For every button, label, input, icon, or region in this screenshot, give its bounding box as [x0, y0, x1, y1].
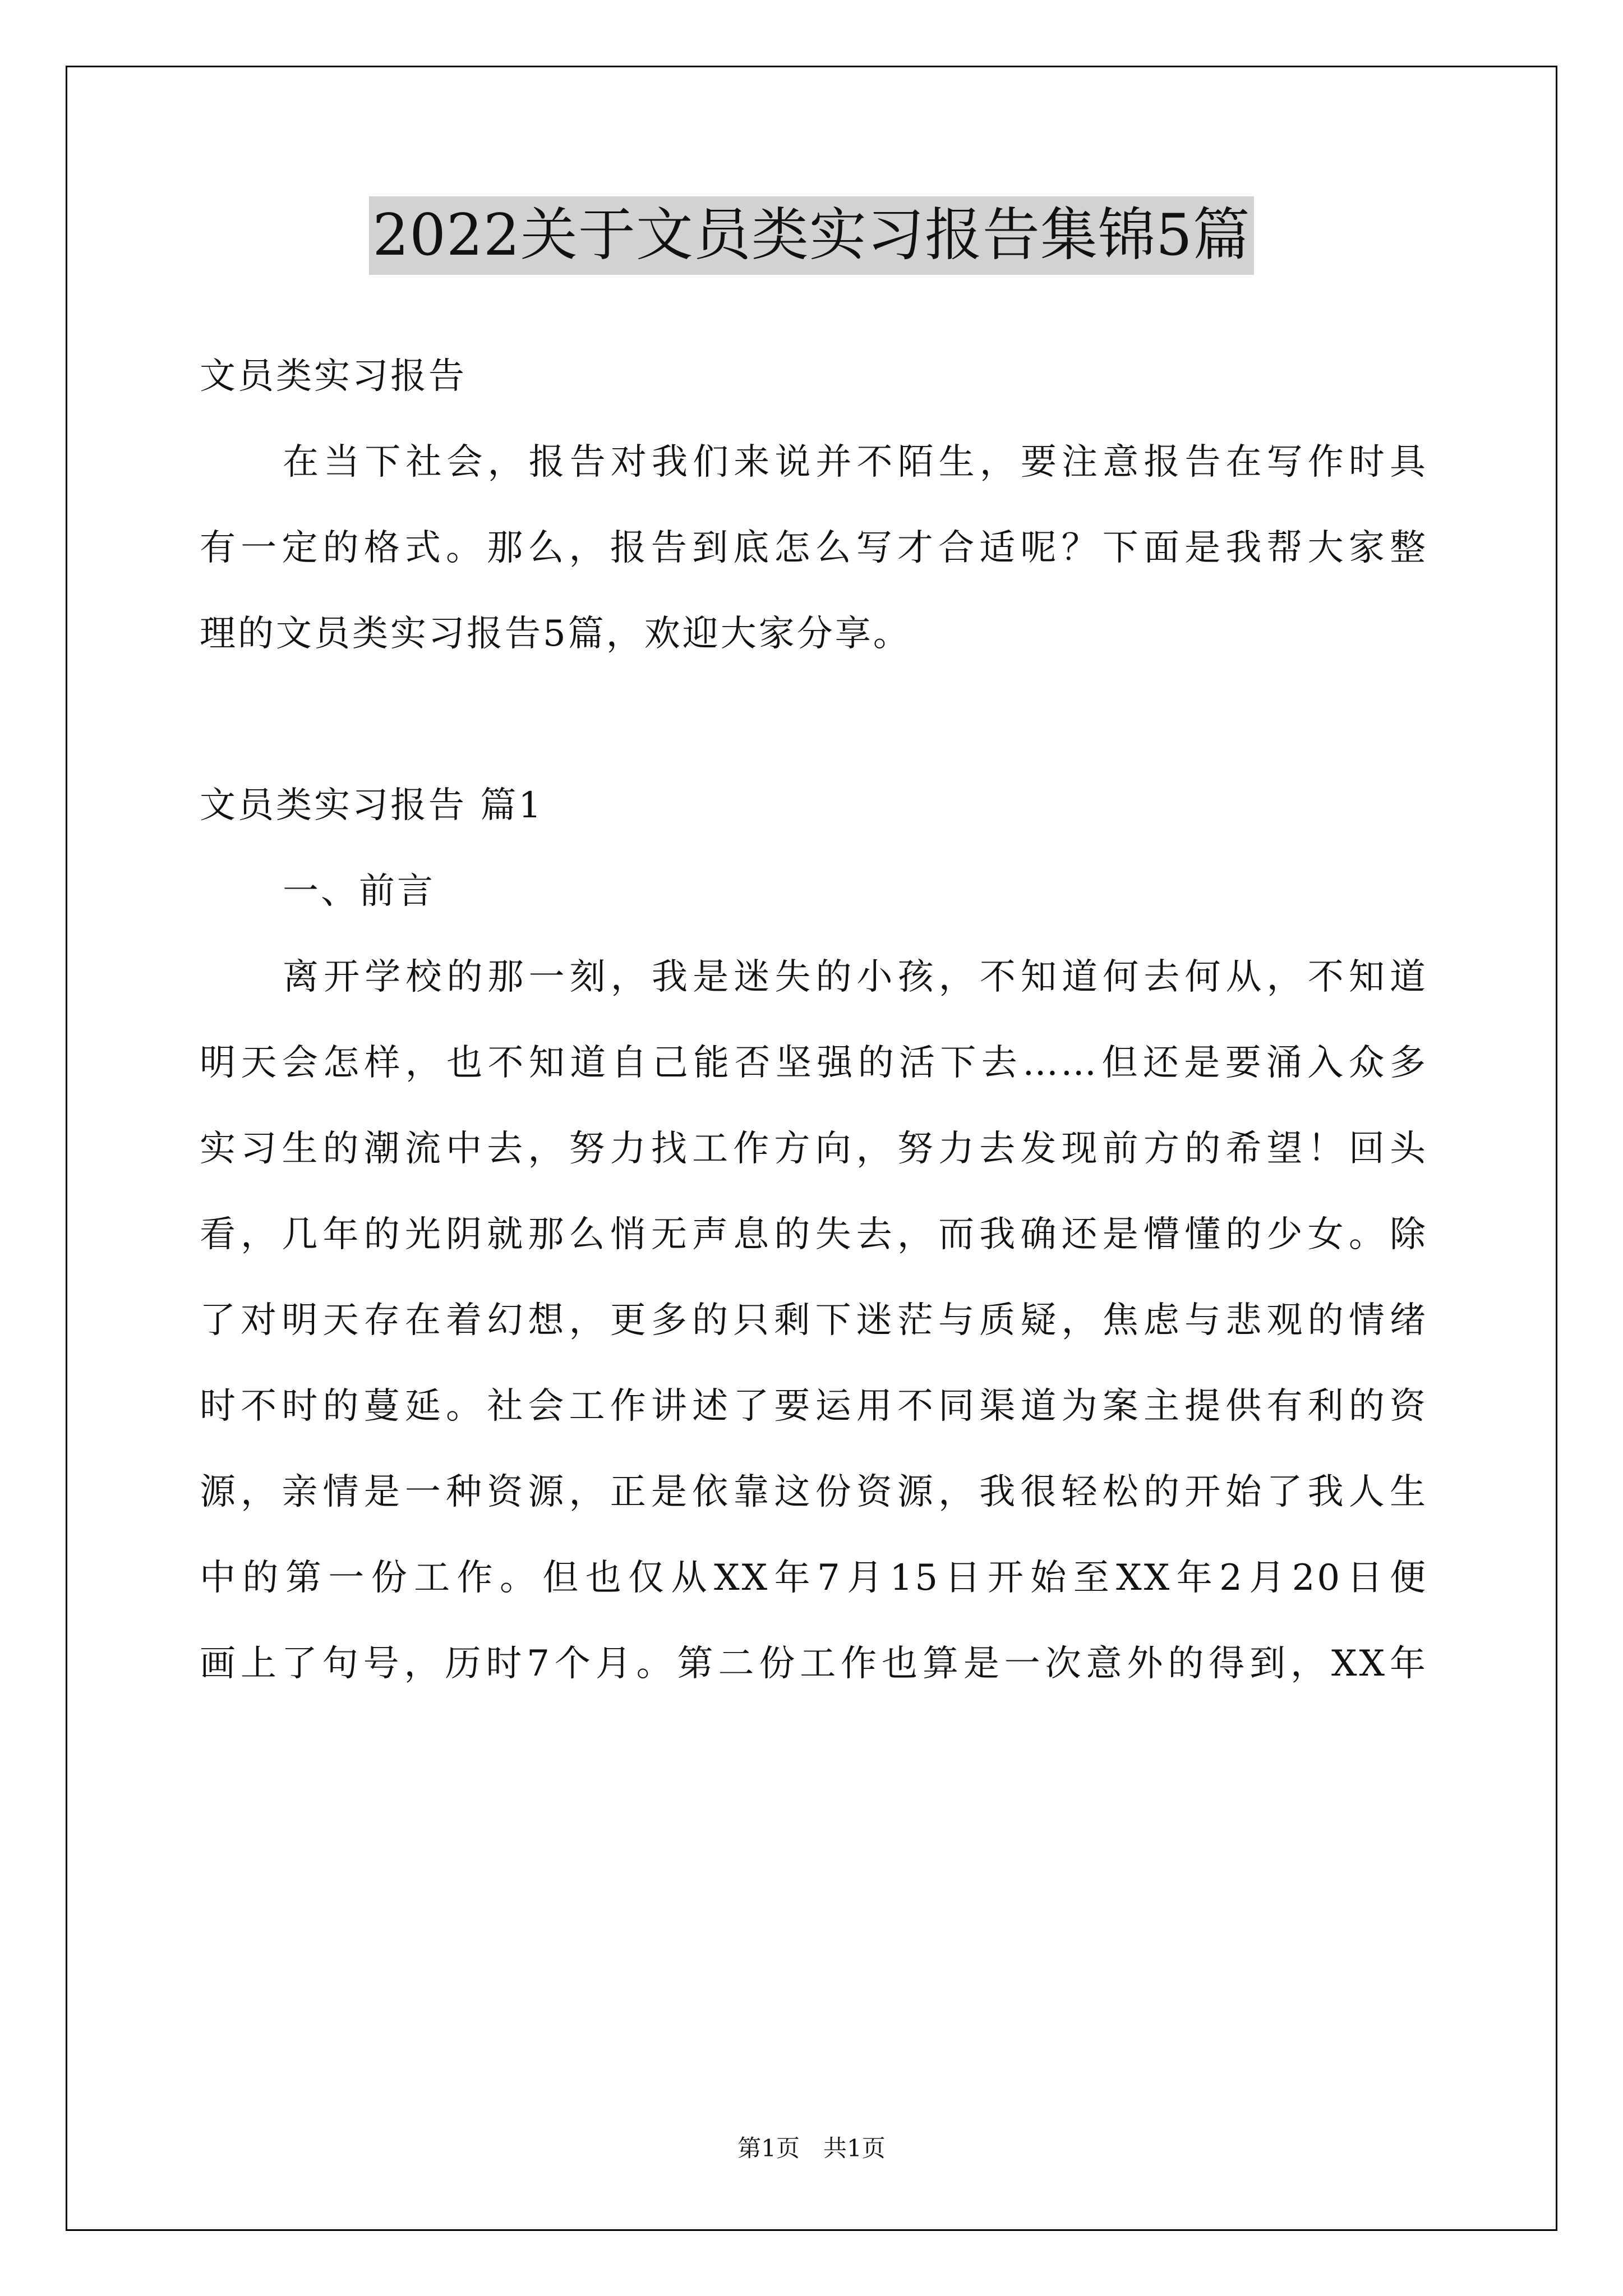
text-line: 一、前言	[283, 871, 435, 912]
document-title: 2022关于文员类实习报告集锦5篇	[369, 196, 1253, 275]
text-line: 文员类实习报告 篇1	[200, 785, 544, 826]
text-line: 中的第一份工作。但也仅从XX年7月15日开始至XX年2月20日便	[200, 1557, 1428, 1599]
text-line: 实习生的潮流中去，努力找工作方向，努力去发现前方的希望！回头	[200, 1128, 1428, 1170]
title-wrap	[0, 196, 1623, 275]
text-line: 理的文员类实习报告5篇，欢迎大家分享。	[200, 613, 911, 655]
document-body	[200, 334, 1428, 1707]
text-line: 文员类实习报告	[200, 356, 467, 397]
text-line: 了对明天存在着幻想，更多的只剩下迷茫与质疑，焦虑与悲观的情绪	[200, 1300, 1428, 1341]
text-line: 在当下社会，报告对我们来说并不陌生，要注意报告在写作时具	[283, 441, 1428, 483]
text-line: 源，亲情是一种资源，正是依靠这份资源，我很轻松的开始了我人生	[200, 1471, 1428, 1513]
text-line: 明天会怎样，也不知道自己能否坚强的活下去……但还是要涌入众多	[200, 1042, 1428, 1084]
text-line: 有一定的格式。那么，报告到底怎么写才合适呢？下面是我帮大家整	[200, 527, 1428, 569]
text-line: 时不时的蔓延。社会工作讲述了要运用不同渠道为案主提供有利的资	[200, 1386, 1428, 1427]
text-line: 画上了句号，历时7个月。第二份工作也算是一次意外的得到，XX年	[200, 1643, 1428, 1685]
paragraph-gap	[200, 677, 1428, 763]
text-line: 离开学校的那一刻，我是迷失的小孩，不知道何去何从，不知道	[283, 956, 1428, 998]
text-line: 看，几年的光阴就那么悄无声息的失去，而我确还是懵懂的少女。除	[200, 1214, 1428, 1255]
page-footer: 第1页 共1页	[737, 2134, 886, 2162]
